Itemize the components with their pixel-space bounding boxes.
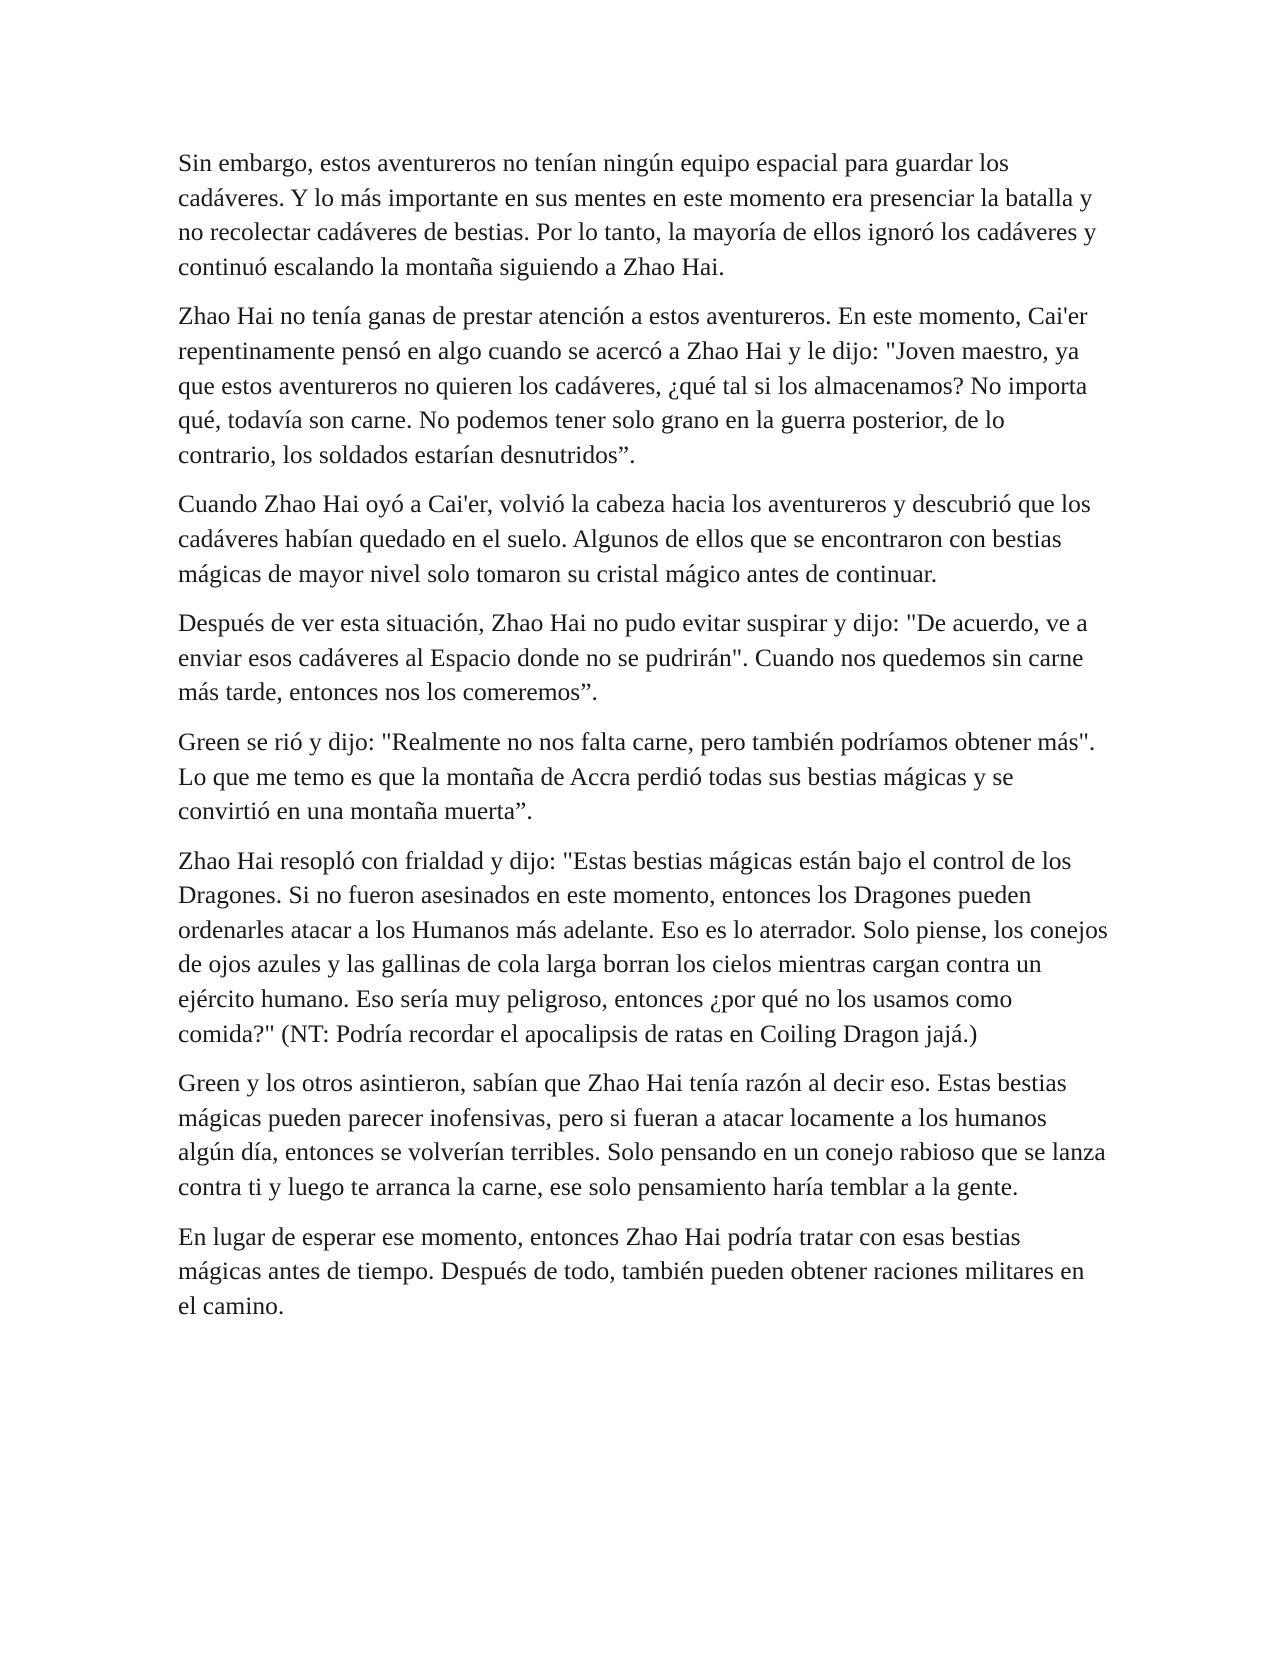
paragraph-6: Zhao Hai resopló con frialdad y dijo: "Estas bestias mágicas están bajo el control de los Dragones. Si no fueron asesinados en este momento, entonces los Dragones pueden ordenarles atacar a los Humanos más adelante. Eso es lo aterrador. Solo piense, los conejos de ojos azules y las gallinas de cola larga borran los cielos mientras cargan contra un ejército humano. Eso sería muy peligroso, entonces ¿por qué no los usamos como comida?" (NT: Podría recordar el apocalipsis de ratas en Coiling Dragon jajá.) bbox=[178, 845, 1108, 1048]
document-body bbox=[178, 146, 1108, 1338]
paragraph-5: Green se rió y dijo: "Realmente no nos falta carne, pero también podríamos obtener más". Lo que me temo es que la montaña de Accra perdió todas sus bestias mágicas y se convirtió en una montaña muerta”. bbox=[178, 726, 1096, 826]
paragraph-3: Cuando Zhao Hai oyó a Cai'er, volvió la cabeza hacia los aventureros y descubrió que los cadáveres habían quedado en el suelo. Algunos de ellos que se encontraron con bestias mágicas de mayor nivel solo tomaron su cristal mágico antes de continuar. bbox=[178, 489, 1091, 588]
paragraph-2: Zhao Hai no tenía ganas de prestar atención a estos aventureros. En este momento, Cai'er repentinamente pensó en algo cuando se acercó a Zhao Hai y le dijo: "Joven maestro, ya que estos aventureros no quieren los cadáveres, ¿qué tal si los almacenamos? No importa qué, todavía son carne. No podemos tener solo grano en la guerra posterior, de lo contrario, los soldados estarían desnutridos”. bbox=[178, 301, 1088, 469]
paragraph-1: Sin embargo, estos aventureros no tenían ningún equipo espacial para guardar los cadáveres. Y lo más importante en sus mentes en este momento era presenciar la batalla y no recolectar cadáveres de bestias. Por lo tanto, la mayoría de ellos ignoró los cadáveres y continuó escalando la montaña siguiendo a Zhao Hai. bbox=[178, 148, 1097, 281]
paragraph-8: En lugar de esperar ese momento, entonces Zhao Hai podría tratar con esas bestias mágicas antes de tiempo. Después de todo, también pueden obtener raciones militares en el camino. bbox=[178, 1221, 1085, 1320]
paragraph-7: Green y los otros asintieron, sabían que Zhao Hai tenía razón al decir eso. Estas bestias mágicas pueden parecer inofensivas, pero si fueran a atacar locamente a los humanos algún día, entonces se volverían terribles. Solo pensando en un conejo rabioso que se lanza contra ti y luego te arranca la carne, ese solo pensamiento haría temblar a la gente. bbox=[178, 1068, 1106, 1202]
paragraph-4: Después de ver esta situación, Zhao Hai no pudo evitar suspirar y dijo: "De acuerdo, ve a enviar esos cadáveres al Espacio donde no se pudrirán". Cuando nos quedemos sin carne más tarde, entonces nos los comeremos”. bbox=[178, 608, 1088, 707]
